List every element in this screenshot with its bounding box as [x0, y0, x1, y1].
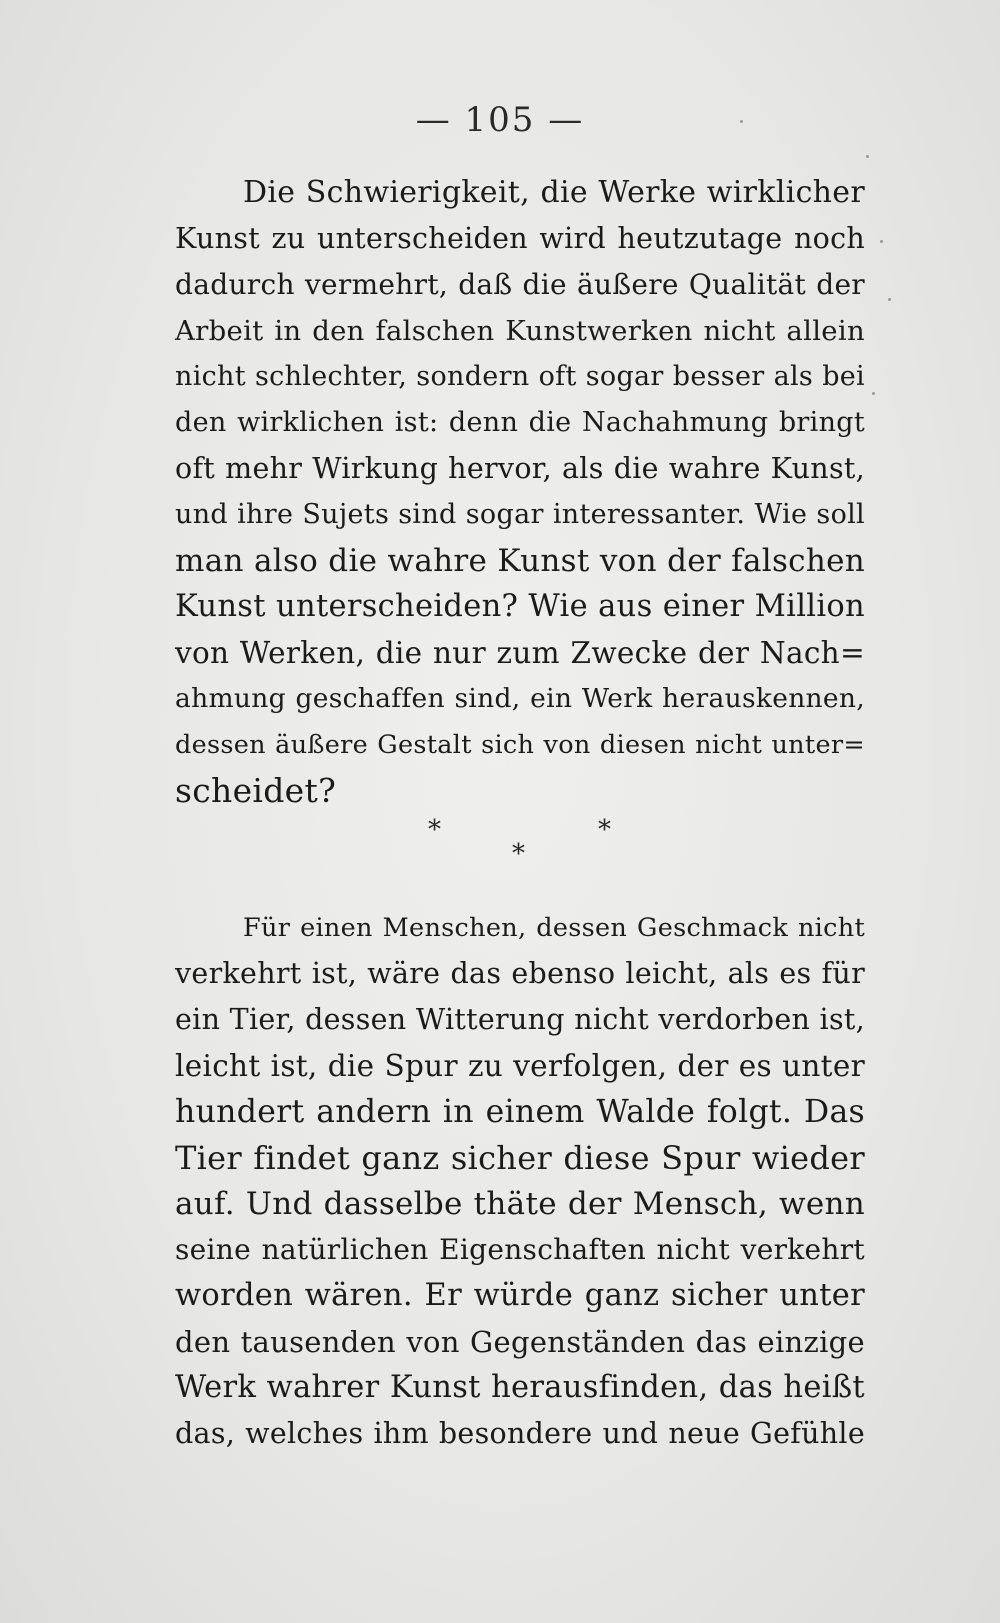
paragraph-1	[175, 170, 865, 814]
text-line: seine natürlichen Eigenschaften nicht verkehrt	[175, 1233, 865, 1266]
text-line: hundert andern in einem Walde folgt. Das	[175, 1094, 865, 1130]
paper-speck	[740, 120, 743, 123]
text-line: und ihre Sujets sind sogar interessanter. Wie soll	[175, 499, 865, 530]
paper-speck	[888, 298, 891, 301]
text-line: man also die wahre Kunst von der falschen	[175, 543, 865, 579]
text-line: Kunst zu unterscheiden wird heutzutage noch	[175, 222, 865, 255]
section-asterism	[0, 815, 1000, 875]
paper-speck	[880, 240, 883, 243]
text-line: von Werken, die nur zum Zwecke der Nach=	[175, 636, 865, 670]
page-number: — 105 —	[415, 100, 585, 140]
text-line: leicht ist, die Spur zu verfolgen, der es unter	[175, 1049, 865, 1083]
paragraph-2	[175, 905, 865, 1457]
text-line: ein Tier, dessen Witterung nicht verdorben ist,	[175, 1003, 865, 1036]
text-line: Tier findet ganz sicher diese Spur wieder	[175, 1139, 865, 1177]
paper-speck	[872, 392, 875, 395]
text-line: das, welches ihm besondere und neue Gefühle	[175, 1417, 865, 1450]
asterisk: *	[512, 839, 525, 869]
text-line: verkehrt ist, wäre das ebenso leicht, als es für	[175, 957, 865, 990]
text-line: scheidet?	[175, 771, 337, 810]
text-line: Arbeit in den falschen Kunstwerken nicht allein	[175, 315, 865, 347]
text-line: Kunst unterscheiden? Wie aus einer Million	[175, 589, 865, 624]
text-line: den wirklichen ist: denn die Nachahmung bringt	[175, 407, 865, 438]
asterisk: *	[428, 815, 441, 845]
text-line: nicht schlechter, sondern oft sogar besser als bei	[175, 361, 865, 392]
text-line: ahmung geschaffen sind, ein Werk herauskennen,	[175, 683, 865, 714]
asterisk: *	[598, 815, 611, 845]
text-line: dadurch vermehrt, daß die äußere Qualität der	[175, 268, 865, 301]
text-line: Werk wahrer Kunst herausfinden, das heißt	[175, 1370, 865, 1405]
text-line: auf. Und dasselbe thäte der Mensch, wenn	[175, 1186, 865, 1222]
text-line: worden wären. Er würde ganz sicher unter	[175, 1278, 865, 1313]
paper-speck	[866, 155, 869, 158]
text-line: Für einen Menschen, dessen Geschmack nicht	[243, 913, 865, 943]
text-line: den tausenden von Gegenständen das einzige	[175, 1325, 865, 1359]
text-line: dessen äußere Gestalt sich von diesen nicht unter=	[175, 730, 865, 760]
text-line: oft mehr Wirkung hervor, als die wahre Kunst,	[175, 452, 865, 485]
text-line: Die Schwierigkeit, die Werke wirklicher	[243, 175, 865, 210]
